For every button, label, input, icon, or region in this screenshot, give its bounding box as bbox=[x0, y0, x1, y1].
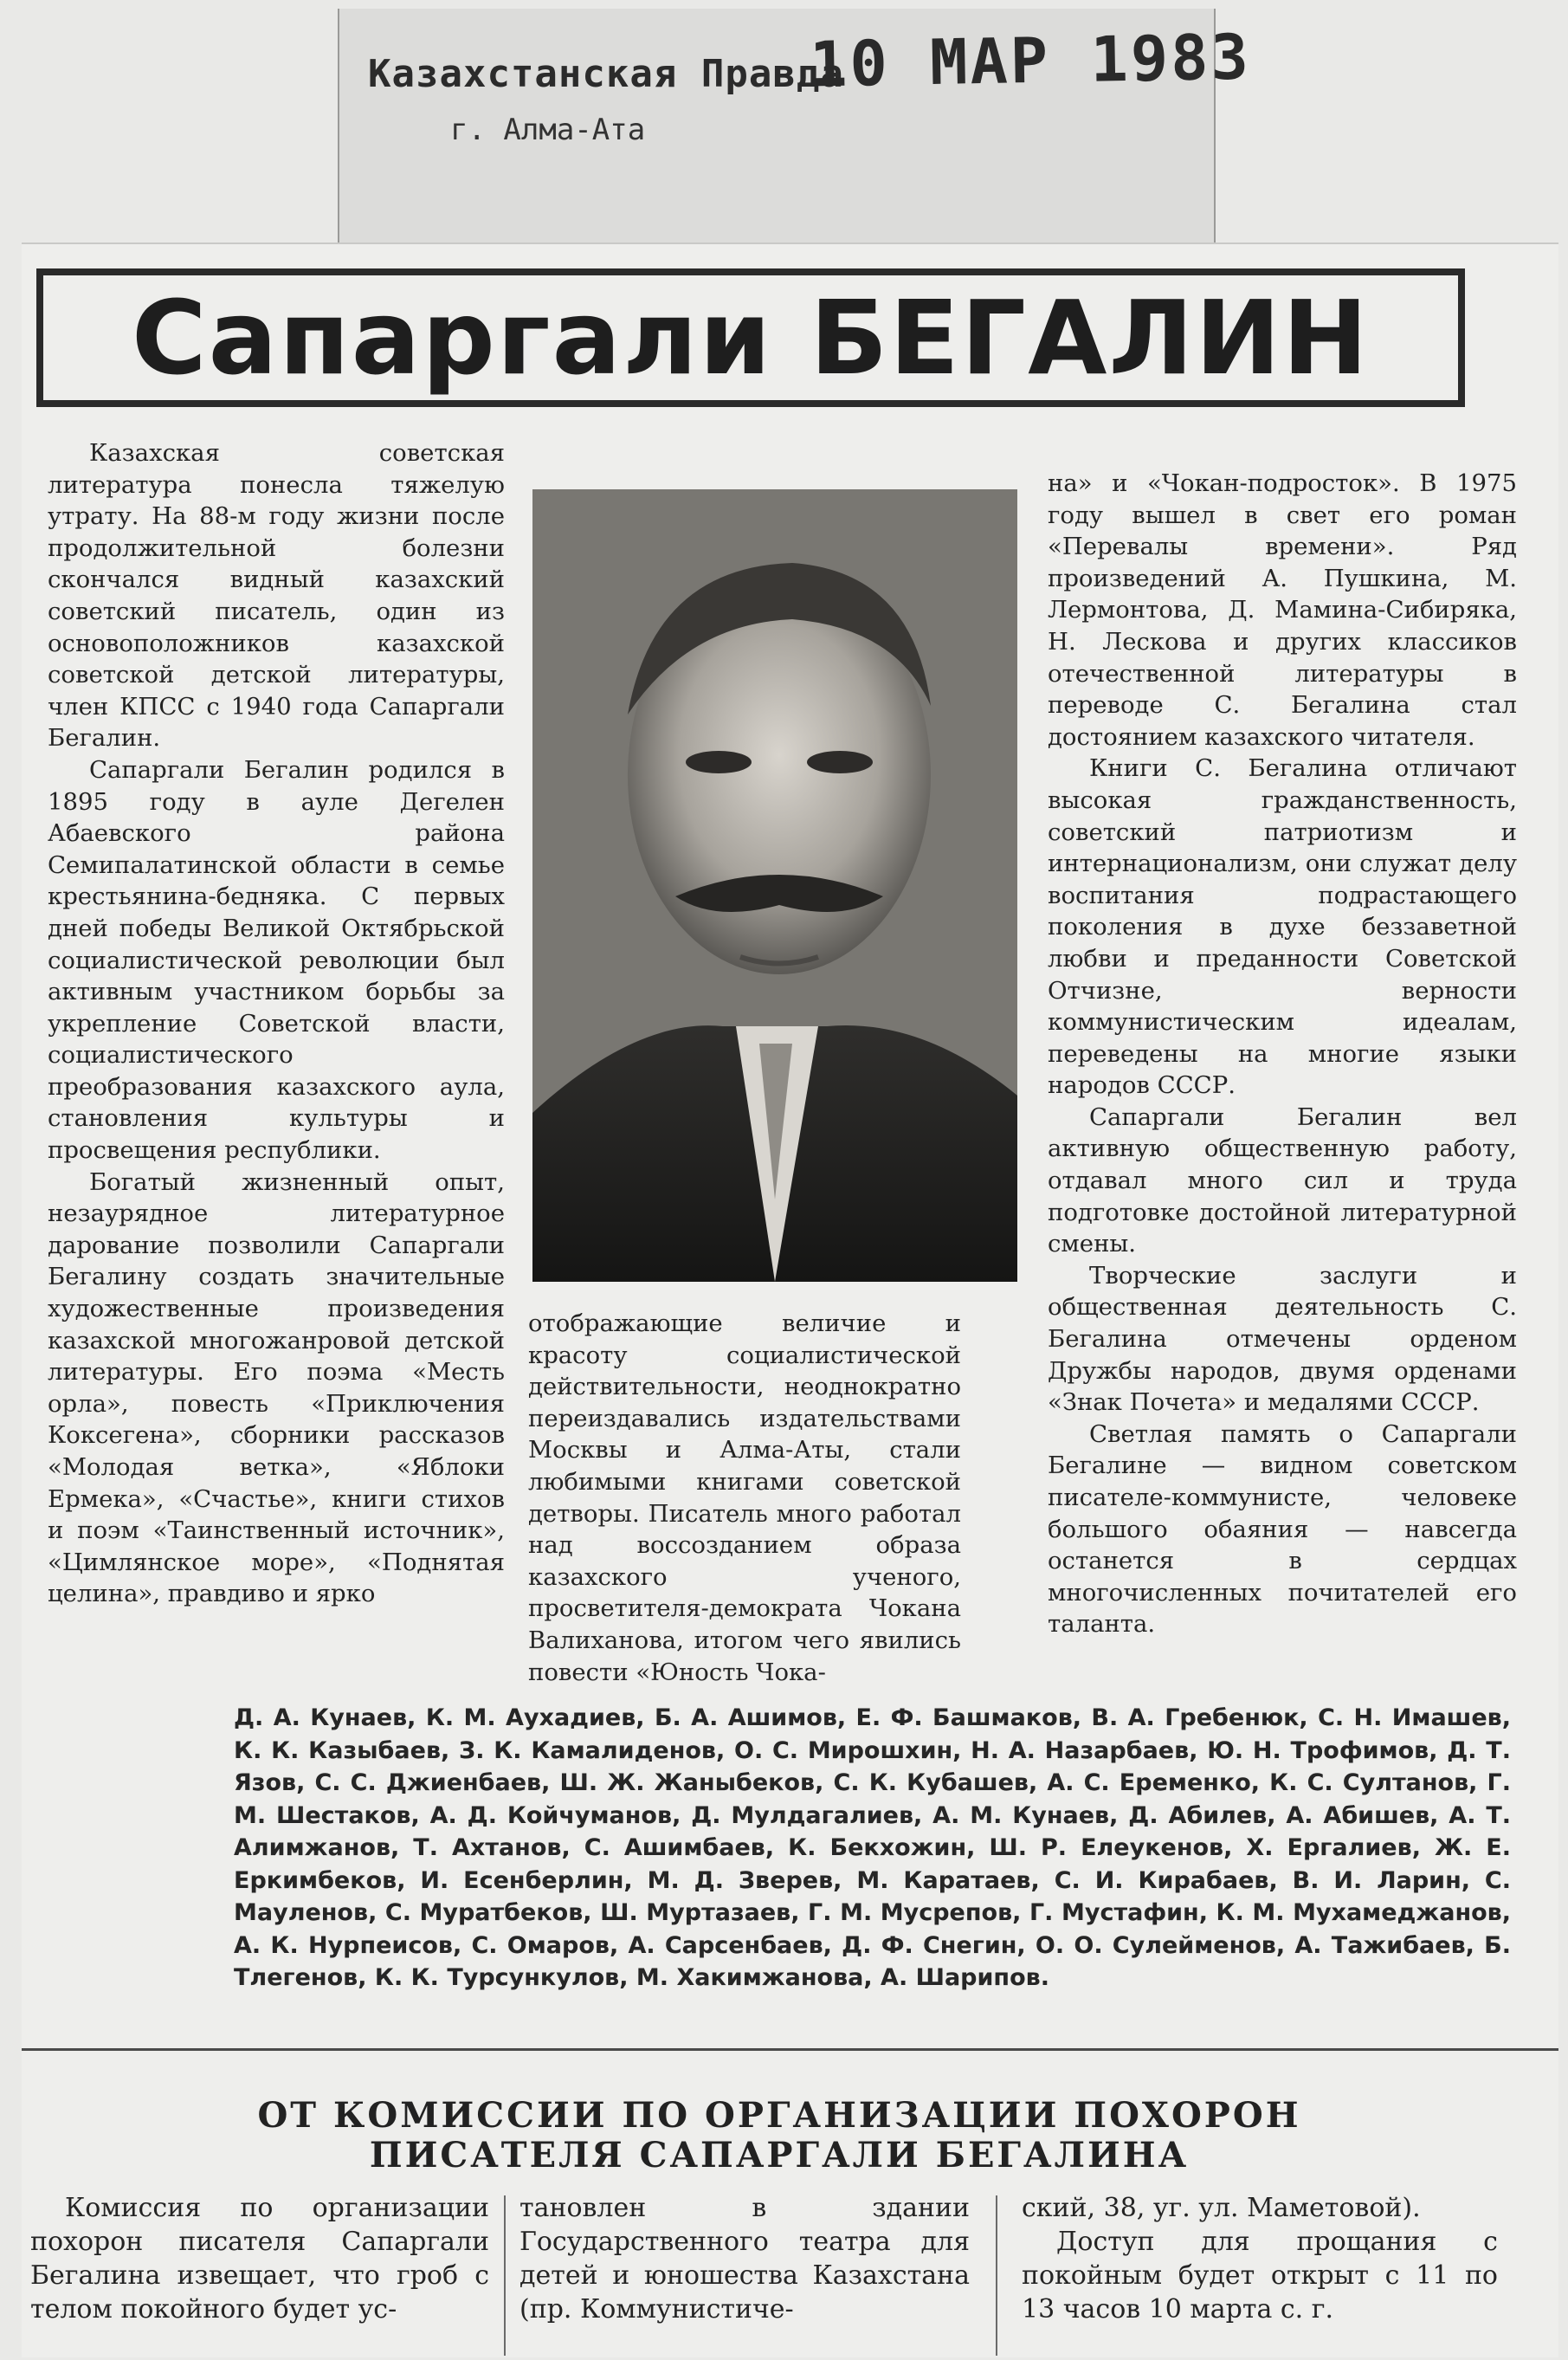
obituary-paragraph: Книги С. Бегалина отличают высокая гражданственность, советский патриотизм и интернационализм, они служат делу воспитания подрастающего поколения в духе беззаветной любви и преданности Советской Отчизне, верности коммунистическим идеалам, переведены на многие языки народов СССР. bbox=[1048, 754, 1517, 1100]
commission-column-1 bbox=[30, 2191, 489, 2326]
obituary-paragraph: Светлая память о Сапаргали Бегалине — видном советском писателе-коммунисте, человеке большого обаяния — навсегда останется в сердцах многочисленных почитателей его таланта. bbox=[1048, 1419, 1517, 1639]
obituary-paragraph: Творческие заслуги и общественная деятельность С. Бегалина отмечены орденом Дружбы народов, двумя орденами «Знак Почета» и медалями СССР. bbox=[1048, 1261, 1517, 1417]
stamp-date: 10 МАР 1983 bbox=[809, 20, 1252, 101]
commission-column-3 bbox=[1022, 2191, 1498, 2326]
commission-text: ский, 38, уг. ул. Маметовой). bbox=[1022, 2193, 1421, 2223]
obituary-paragraph: Сапаргали Бегалин вел активную общественную работу, отдавал много сил и труда подготовке достойной литературной смены. bbox=[1048, 1102, 1517, 1258]
commission-text: Комиссия по организации похорон писателя Сапаргали Бегалина извещает, что гроб с телом покойного будет ус- bbox=[30, 2193, 489, 2324]
commission-heading-line: ОТ КОМИССИИ ПО ОРГАНИЗАЦИИ ПОХОРОН bbox=[257, 2095, 1301, 2136]
column-divider bbox=[504, 2195, 506, 2356]
obituary-column-right bbox=[1048, 468, 1517, 1640]
obituary-paragraph: отображающие величие и красоту социалистической действительности, неоднократно переиздавались издательствами Москвы и Алма-Аты, стали любимыми книгами советской детворы. Писатель много работал над воссозданием образа казахского ученого, просветителя-демократа Чокана Валиханова, итогом чего явились повести «Юность Чока- bbox=[528, 1309, 961, 1686]
newspaper-name: Казахстанская Правда bbox=[368, 52, 844, 96]
page-title: Сапаргали БЕГАЛИН bbox=[132, 278, 1370, 398]
commission-heading bbox=[173, 2096, 1385, 2176]
obituary-paragraph: на» и «Чокан-подросток». В 1975 году вышел в свет его роман «Перевалы времени». Ряд произведений А. Пушкина, М. Лермонтова, Д. Мамина-Сибиряка, Н. Лескова и других классиков отечественной литературы в переводе С. Бегалина стал достоянием казахского читателя. bbox=[1048, 469, 1517, 751]
obituary-paragraph: Казахская советская литература понесла тяжелую утрату. На 88-м году жизни после продолжительной болезни скончался видный казахский советский писатель, один из основоположников казахской советской детской литературы, член КПСС с 1940 года Сапаргали Бегалин. bbox=[48, 439, 505, 753]
commission-text: тановлен в здании Государственного театра для детей и юношества Казахстана (пр. Коммунистиче- bbox=[519, 2193, 970, 2324]
obituary-paragraph: Сапаргали Бегалин родился в 1895 году в ауле Дегелен Абаевского района Семипалатинской области в семье крестьянина-бедняка. С первых дней победы Великой Октябрьской социалистической революции был активным участником борьбы за укрепление Советской власти, социалистического преобразования казахского аула, становления культуры и просвещения республики. bbox=[48, 755, 505, 1165]
portrait-photo bbox=[532, 489, 1017, 1282]
signatures-list: Д. А. Кунаев, К. М. Аухадиев, Б. А. Ашимов, Е. Ф. Башмаков, В. А. Гребенюк, С. Н. Имашев, К. К. Казыбаев, З. К. Камалиденов, О. С. Мирошхин, Н. А. Назарбаев, Ю. Н. Трофимов, Д. Т. Язов, С. С. Джиенбаев, Ш. Ж. Жаныбеков, С. К. Кубашев, А. С. Еременко, К. С. Султанов, Г. М. Шестаков, А. Д. Койчуманов, Д. Мулдагалиев, А. М. Кунаев, Д. Абилев, А. Абишев, А. Т. Алимжанов, Т. Ахтанов, С. Ашимбаев, К. Бекхожин, Ш. Р. Елеукенов, Х. Ергалиев, Ж. Е. Еркимбеков, И. Есенберлин, М. Д. Зверев, М. Каратаев, С. И. Кирабаев, В. И. Ларин, С. Мауленов, С. Муратбеков, Ш. Муртазаев, Г. М. Мусрепов, Г. Мустафин, К. М. Мухамеджанов, А. К. Нурпеисов, С. Омаров, А. Сарсенбаев, Д. Ф. Снегин, О. О. Сулейменов, А. Тажибаев, Б. Тлегенов, К. К. Турсункулов, М. Хакимжанова, А. Шарипов. bbox=[234, 1704, 1511, 1991]
commission-text: Доступ для прощания с покойным будет открыт с 11 по 13 часов 10 марта с. г. bbox=[1022, 2227, 1498, 2324]
obituary-column-left bbox=[48, 437, 505, 1610]
newspaper-city: г. Алма-Ата bbox=[450, 113, 646, 147]
obituary-column-middle bbox=[528, 1308, 961, 1688]
column-divider bbox=[996, 2195, 997, 2356]
commission-heading-line: ПИСАТЕЛЯ САПАРГАЛИ БЕГАЛИНА bbox=[369, 2135, 1190, 2176]
portrait-illustration bbox=[532, 489, 1017, 1282]
obituary-paragraph: Богатый жизненный опыт, незаурядное литературное дарование позволили Сапаргали Бегалину создать значительные художественные произведения казахской многожанровой детской литературы. Его поэма «Месть орла», повесть «Приключения Коксегена», сборники рассказов «Молодая ветка», «Яблоки Ермека», «Счастье», книги стихов и поэм «Таинственный источник», «Цимлянское море», «Поднятая целина», правдиво и ярко bbox=[48, 1167, 505, 1608]
section-divider bbox=[22, 2048, 1558, 2051]
commission-column-2 bbox=[519, 2191, 970, 2326]
